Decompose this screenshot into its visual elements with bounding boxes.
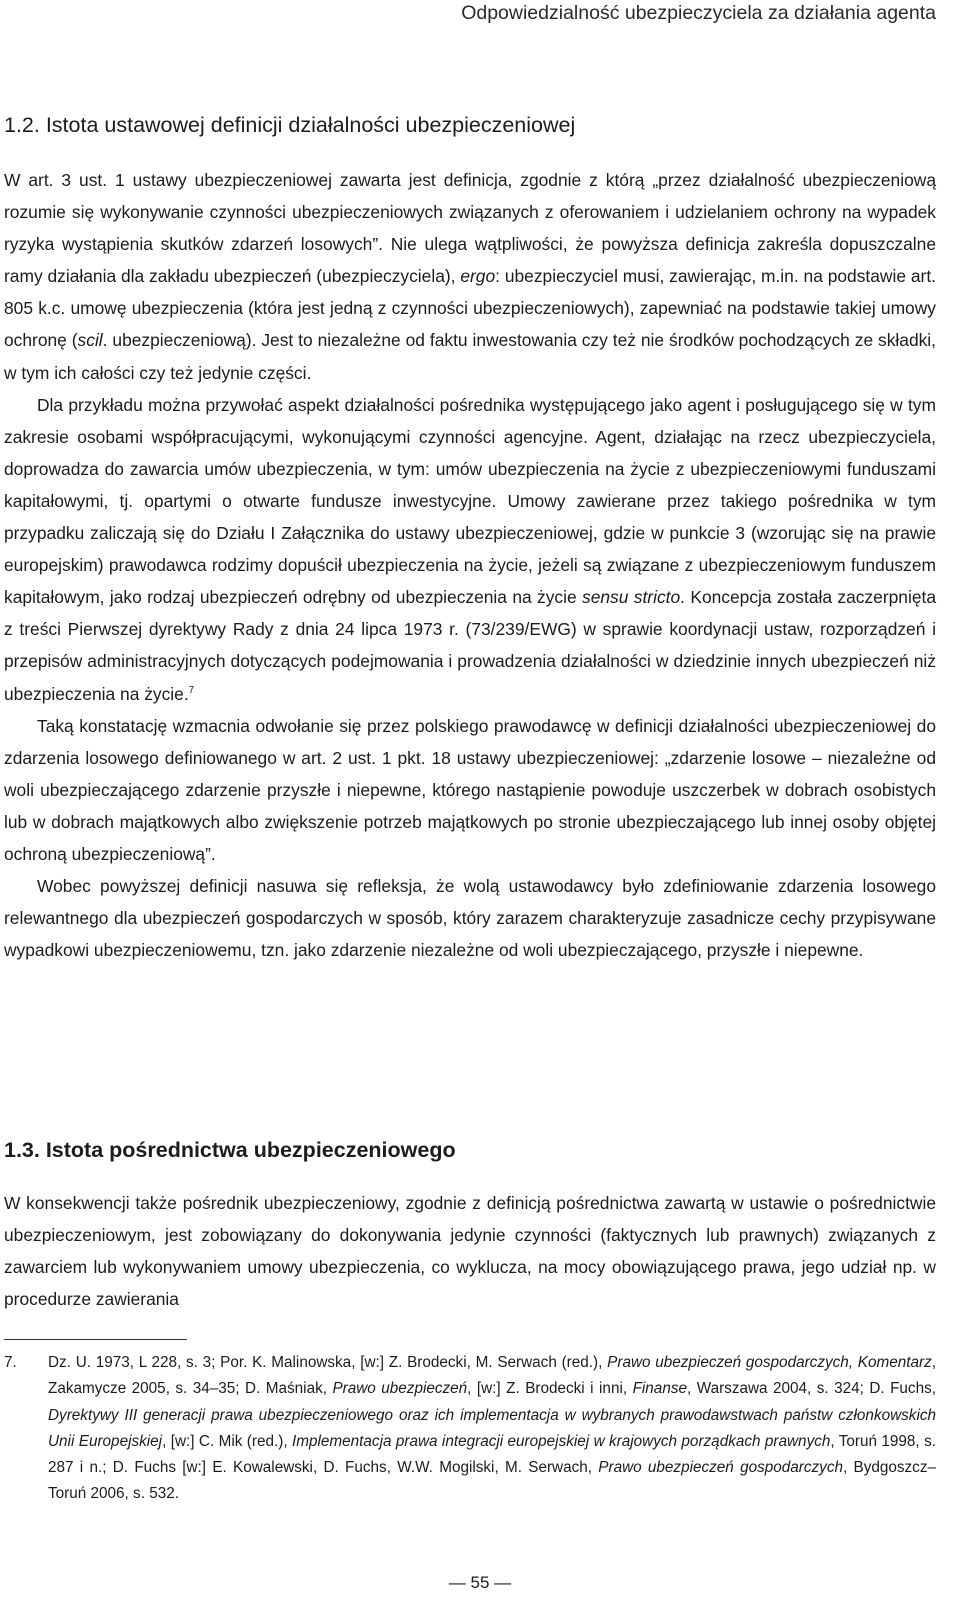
section-heading-1-3: 1.3. Istota pośrednictwa ubezpieczeniowego <box>4 1138 456 1162</box>
text-run: , [w:] C. Mik (red.), <box>162 1432 292 1450</box>
text-run: . Koncepcja została zaczerpnięta z treści Pierwszej dyrektywy Rady z dnia 24 lipca 1973 r. (73/239/EWG) w sprawie koordynacji ustaw, rozporządzeń i przepisów administracyjnych dotyczących podejmowania i prowadzenia działalności w dziedzinie innych ubezpieczeń niż ubezpieczenia na życie. <box>4 587 936 704</box>
text-run: , Warszawa 2004, s. 324; D. Fuchs, <box>686 1380 936 1398</box>
italic-title: Prawo ubezpieczeń <box>332 1380 468 1398</box>
paragraph-reflection: Wobec powyższej definicji nasuwa się refleksja, że wolą ustawodawcy było zdefiniowanie zdarzenia losowego relewantnego dla ubezpieczeń gospodarczych w sposób, który zarazem charakteryzuje zasadnicze cechy przypisywane wypadkowi ubezpieczeniowemu, tzn. jako zdarzenie niezależne od woli ubezpieczającego, przyszłe i niepewne. <box>4 876 936 961</box>
italic-scil: scil <box>77 330 103 351</box>
text-run: . ubezpieczeniową). Jest to niezależne od faktu inwestowania czy też nie środków pochodzących ze składki, w tym ich całości czy też jedynie części. <box>4 330 937 383</box>
italic-sensu-stricto: sensu stricto <box>582 587 681 608</box>
text-run: W art. 3 ust. 1 ustawy ubezpieczeniowej zawarta jest definicja, zgodnie z którą „przez działalność ubezpieczeniową rozumie się wykonywanie czynności ubezpieczeniowych związanych z oferowaniem i udzielaniem ochrony na wypadek ryzyka wystąpienia skutków zdarzeń losowych”. Nie ulega wątpliwości, że powyższa definicja zakreśla dopuszczalne ramy działania dla zakładu ubezpieczeń (ubezpieczyciela), <box>4 170 936 287</box>
italic-title: Implementacja prawa integracji europejskiej w krajowych porządkach prawnych <box>292 1432 831 1450</box>
italic-title: Prawo ubezpieczeń gospodarczych <box>598 1459 843 1477</box>
text-run: , Toruń 1998, s. 287 i n.; D. Fuchs [w:] E. Kowalewski, D. Fuchs, W.W. Mogilski, M. Serwach, <box>48 1432 936 1477</box>
paragraph-agent-example <box>4 389 936 710</box>
text-run: : ubezpieczyciel musi, zawierając, m.in. na podstawie art. 805 k.c. umowę ubezpieczenia (która jest jedną z czynności ubezpieczeniowych), zapewniać na podstawie takiej umowy ochronę ( <box>4 266 936 351</box>
paragraph-intermediary: W konsekwencji także pośrednik ubezpieczeniowy, zgodnie z definicją pośrednictwa zawartą w ustawie o pośrednictwie ubezpieczeniowym, jest zobowiązany do dokonywania jedynie czynności (faktycznych lub prawnych) związanych z zawarciem lub wykonywaniem umowy ubezpieczenia, co wyklucza, na mocy obowiązującego prawa, jego udział np. w procedurze zawierania <box>4 1193 936 1310</box>
running-head: Odpowiedzialność ubezpieczyciela za działania agenta <box>461 2 936 24</box>
italic-title: Finanse <box>632 1380 687 1398</box>
text-run: Dla przykładu można przywołać aspekt działalności pośrednika występującego jako agent i posługującego się w tym zakresie osobami współpracującymi, wykonującymi czynności agencyjne. Agent, działając na rzecz ubezpieczyciela, doprowadza do zawarcia umów ubezpieczenia, w tym: umów ubezpieczenia na życie z ubezpieczeniowymi funduszami kapitałowymi, tj. opartymi o otwarte fundusze inwestycyjne. Umowy zawierane przez takiego pośrednika w tym przypadku zaliczają się do Działu I Załącznika do ustawy ubezpieczeniowej, gdzie w punkcie 3 (wzorując się na prawie europejskim) prawodawca rodzimy dopuścił ubezpieczenia na życie, jeżeli są związane z ubezpieczeniowym funduszem kapitałowym, jako rodzaj ubezpieczeń odrębny od ubezpieczenia na życie <box>4 394 936 608</box>
paragraph-random-event: Taką konstatację wzmacnia odwołanie się przez polskiego prawodawcę w definicji działalności ubezpieczeniowej do zdarzenia losowego definiowanego w art. 2 ust. 1 pkt. 18 ustawy ubezpieczeniowej: „zdarzenie losowe – niezależne od woli ubezpieczającego zdarzenie przyszłe i niepewne, którego nastąpienie powoduje uszczerbek w dobrach osobistych lub w dobrach majątkowych albo zwiększenie potrzeb majątkowych po stronie ubezpieczającego lub innej osoby objętej ochroną ubezpieczeniową”. <box>4 715 936 864</box>
section-1-2-body <box>4 164 936 966</box>
footnote-text <box>48 1350 936 1508</box>
footnote-divider <box>4 1339 187 1340</box>
footnote-7 <box>4 1350 936 1508</box>
text-run: Dz. U. 1973, L 228, s. 3; Por. K. Malinowska, [w:] Z. Brodecki, M. Serwach (red.), <box>48 1354 608 1371</box>
text-run: , [w:] Z. Brodecki i inni, <box>467 1380 633 1398</box>
footnote-reference[interactable]: 7 <box>188 684 195 696</box>
paragraph-definition <box>4 164 936 389</box>
italic-ergo: ergo <box>460 266 496 287</box>
section-heading-1-2: 1.2. Istota ustawowej definicji działalności ubezpieczeniowej <box>4 113 576 137</box>
section-1-3-body <box>4 1187 936 1315</box>
text-run: , Zakamycze 2005, s. 34–35; D. Maśniak, <box>48 1354 936 1398</box>
footnote-number: 7. <box>4 1354 17 1371</box>
page-number: — 55 — <box>448 1573 512 1592</box>
italic-title: Prawo ubezpieczeń gospodarczych, Komentarz <box>607 1354 932 1371</box>
text-run: , Bydgoszcz–Toruń 2006, s. 532. <box>48 1459 936 1503</box>
italic-title: Dyrektywy III generacji prawa ubezpieczeniowego oraz ich implementacja w wybranych prawodawstwach państw członkowskich Unii Europejskiej <box>48 1406 936 1450</box>
